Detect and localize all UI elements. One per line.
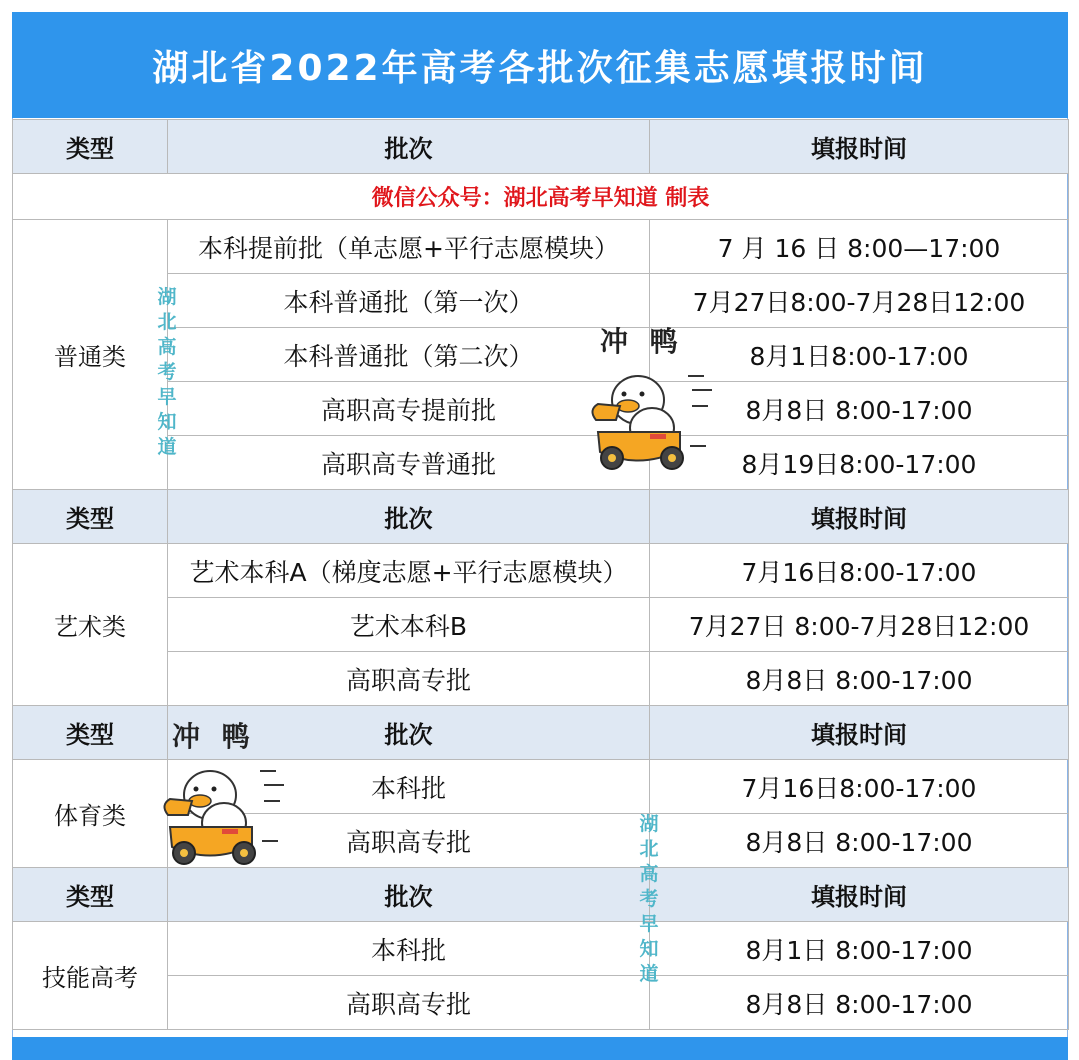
batch-cell: 艺术本科A（梯度志愿+平行志愿模块） — [168, 544, 650, 598]
header-row — [13, 868, 1069, 922]
time-cell: 7月27日 8:00-7月28日12:00 — [650, 598, 1069, 652]
header-time: 填报时间 — [650, 120, 1069, 174]
time-cell: 7 月 16 日 8:00—17:00 — [650, 220, 1069, 274]
watermark-vertical — [638, 812, 660, 987]
batch-cell: 本科批 — [168, 760, 650, 814]
watermark-char: 湖 — [639, 813, 659, 835]
watermark-char: 道 — [639, 963, 659, 985]
time-cell: 8月8日 8:00-17:00 — [650, 976, 1069, 1030]
header-type: 类型 — [13, 120, 168, 174]
batch-cell: 本科批 — [168, 922, 650, 976]
watermark-char: 考 — [157, 361, 177, 383]
category-cell: 技能高考 — [13, 922, 168, 1030]
table-row — [13, 652, 1069, 706]
time-cell: 8月1日8:00-17:00 — [650, 328, 1069, 382]
header-time: 填报时间 — [650, 490, 1069, 544]
time-cell: 8月8日 8:00-17:00 — [650, 652, 1069, 706]
category-cell: 普通类 — [13, 220, 168, 490]
note-row — [13, 174, 1069, 220]
source-note: 微信公众号：湖北高考早知道 制表 — [13, 174, 1069, 220]
time-cell: 7月16日8:00-17:00 — [650, 544, 1069, 598]
time-cell: 7月16日8:00-17:00 — [650, 760, 1069, 814]
sticker-label: 冲 鸭 — [600, 325, 684, 358]
batch-cell: 艺术本科B — [168, 598, 650, 652]
batch-cell: 本科提前批（单志愿+平行志愿模块） — [168, 220, 650, 274]
table-row — [13, 598, 1069, 652]
schedule-table — [12, 119, 1069, 1030]
watermark-char: 早 — [639, 913, 659, 935]
batch-cell: 高职高专批 — [168, 652, 650, 706]
table-row — [13, 220, 1069, 274]
watermark-vertical — [156, 285, 178, 460]
header-batch: 批次 — [168, 120, 650, 174]
watermark-char: 高 — [639, 863, 659, 885]
watermark-char: 考 — [639, 888, 659, 910]
time-cell: 8月19日8:00-17:00 — [650, 436, 1069, 490]
watermark-char: 北 — [157, 311, 177, 333]
watermark-char: 早 — [157, 386, 177, 408]
batch-cell: 本科普通批（第一次） — [168, 274, 650, 328]
header-row — [13, 490, 1069, 544]
watermark-char: 知 — [157, 411, 177, 433]
watermark-char: 高 — [157, 336, 177, 358]
sticker-label: 冲 鸭 — [172, 720, 256, 753]
time-cell: 8月8日 8:00-17:00 — [650, 814, 1069, 868]
batch-cell: 本科普通批（第二次） — [168, 328, 650, 382]
category-cell: 艺术类 — [13, 544, 168, 706]
duck-scooter-sticker — [152, 715, 292, 875]
watermark-char: 北 — [639, 838, 659, 860]
batch-cell: 高职高专批 — [168, 814, 650, 868]
header-type: 类型 — [13, 490, 168, 544]
watermark-char: 湖 — [157, 286, 177, 308]
batch-cell: 高职高专批 — [168, 976, 650, 1030]
header-batch: 批次 — [168, 706, 650, 760]
header-type: 类型 — [13, 868, 168, 922]
time-cell: 8月8日 8:00-17:00 — [650, 382, 1069, 436]
time-cell: 7月27日8:00-7月28日12:00 — [650, 274, 1069, 328]
category-cell: 体育类 — [13, 760, 168, 868]
header-batch: 批次 — [168, 868, 650, 922]
header-row — [13, 120, 1069, 174]
duck-icon — [152, 715, 292, 875]
header-batch: 批次 — [168, 490, 650, 544]
batch-cell: 高职高专普通批 — [168, 436, 650, 490]
header-time: 填报时间 — [650, 868, 1069, 922]
batch-cell: 高职高专提前批 — [168, 382, 650, 436]
watermark-char: 道 — [157, 436, 177, 458]
duck-scooter-sticker — [580, 320, 720, 480]
header-time: 填报时间 — [650, 706, 1069, 760]
table-row — [13, 922, 1069, 976]
duck-icon — [580, 320, 720, 480]
header-type: 类型 — [13, 706, 168, 760]
footer-bar — [12, 1037, 1068, 1060]
watermark-char: 知 — [639, 938, 659, 960]
table-row — [13, 976, 1069, 1030]
page-title: 湖北省2022年高考各批次征集志愿填报时间 — [12, 12, 1068, 118]
time-cell: 8月1日 8:00-17:00 — [650, 922, 1069, 976]
table-row — [13, 544, 1069, 598]
